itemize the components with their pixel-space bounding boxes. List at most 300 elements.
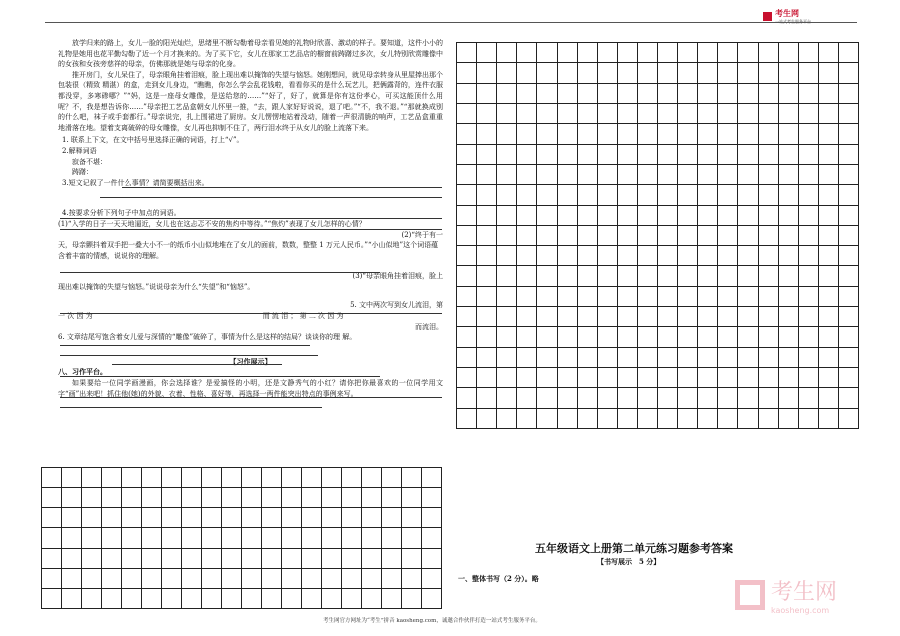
grid-cell[interactable] xyxy=(578,266,598,286)
grid-cell[interactable] xyxy=(102,508,122,528)
grid-cell[interactable] xyxy=(618,388,638,408)
writing-grid-left[interactable] xyxy=(41,467,442,609)
grid-cell[interactable] xyxy=(342,468,362,488)
grid-cell[interactable] xyxy=(142,468,162,488)
grid-cell[interactable] xyxy=(537,307,557,327)
grid-cell[interactable] xyxy=(62,528,82,548)
grid-cell[interactable] xyxy=(618,246,638,266)
grid-cell[interactable] xyxy=(142,589,162,609)
grid-cell[interactable] xyxy=(537,84,557,104)
grid-cell[interactable] xyxy=(578,246,598,266)
grid-cell[interactable] xyxy=(618,348,638,368)
grid-cell[interactable] xyxy=(422,589,442,609)
grid-cell[interactable] xyxy=(799,327,819,347)
grid-cell[interactable] xyxy=(759,287,779,307)
grid-cell[interactable] xyxy=(618,63,638,83)
grid-cell[interactable] xyxy=(457,43,477,63)
grid-cell[interactable] xyxy=(517,185,537,205)
grid-cell[interactable] xyxy=(578,409,598,429)
grid-cell[interactable] xyxy=(282,488,302,508)
grid-cell[interactable] xyxy=(457,246,477,266)
grid-cell[interactable] xyxy=(558,84,578,104)
grid-cell[interactable] xyxy=(698,226,718,246)
grid-cell[interactable] xyxy=(497,287,517,307)
grid-cell[interactable] xyxy=(517,287,537,307)
grid-cell[interactable] xyxy=(162,528,182,548)
grid-cell[interactable] xyxy=(142,549,162,569)
grid-cell[interactable] xyxy=(162,468,182,488)
grid-cell[interactable] xyxy=(638,43,658,63)
grid-cell[interactable] xyxy=(779,368,799,388)
grid-cell[interactable] xyxy=(698,287,718,307)
grid-cell[interactable] xyxy=(678,185,698,205)
grid-cell[interactable] xyxy=(477,266,497,286)
grid-cell[interactable] xyxy=(477,388,497,408)
grid-cell[interactable] xyxy=(102,569,122,589)
grid-cell[interactable] xyxy=(422,488,442,508)
grid-cell[interactable] xyxy=(362,569,382,589)
grid-cell[interactable] xyxy=(578,226,598,246)
grid-cell[interactable] xyxy=(638,409,658,429)
grid-cell[interactable] xyxy=(578,388,598,408)
grid-cell[interactable] xyxy=(558,145,578,165)
grid-cell[interactable] xyxy=(658,327,678,347)
grid-cell[interactable] xyxy=(638,266,658,286)
grid-cell[interactable] xyxy=(578,287,598,307)
grid-cell[interactable] xyxy=(839,388,859,408)
grid-cell[interactable] xyxy=(477,104,497,124)
grid-cell[interactable] xyxy=(457,327,477,347)
grid-cell[interactable] xyxy=(477,145,497,165)
grid-cell[interactable] xyxy=(819,348,839,368)
grid-cell[interactable] xyxy=(578,124,598,144)
grid-cell[interactable] xyxy=(718,165,738,185)
grid-cell[interactable] xyxy=(558,266,578,286)
grid-cell[interactable] xyxy=(537,226,557,246)
grid-cell[interactable] xyxy=(578,104,598,124)
grid-cell[interactable] xyxy=(477,63,497,83)
grid-cell[interactable] xyxy=(839,348,859,368)
grid-cell[interactable] xyxy=(598,266,618,286)
grid-cell[interactable] xyxy=(738,307,758,327)
grid-cell[interactable] xyxy=(62,488,82,508)
grid-cell[interactable] xyxy=(362,468,382,488)
grid-cell[interactable] xyxy=(658,206,678,226)
grid-cell[interactable] xyxy=(222,549,242,569)
grid-cell[interactable] xyxy=(779,348,799,368)
grid-cell[interactable] xyxy=(598,287,618,307)
grid-cell[interactable] xyxy=(638,226,658,246)
grid-cell[interactable] xyxy=(839,145,859,165)
answer-line-5-second[interactable] xyxy=(60,376,380,377)
grid-cell[interactable] xyxy=(658,266,678,286)
grid-cell[interactable] xyxy=(302,549,322,569)
grid-cell[interactable] xyxy=(678,226,698,246)
grid-cell[interactable] xyxy=(759,206,779,226)
grid-cell[interactable] xyxy=(457,185,477,205)
grid-cell[interactable] xyxy=(718,84,738,104)
grid-cell[interactable] xyxy=(598,206,618,226)
grid-cell[interactable] xyxy=(618,287,638,307)
grid-cell[interactable] xyxy=(759,43,779,63)
grid-cell[interactable] xyxy=(638,206,658,226)
grid-cell[interactable] xyxy=(182,508,202,528)
grid-cell[interactable] xyxy=(182,488,202,508)
grid-cell[interactable] xyxy=(457,266,477,286)
grid-cell[interactable] xyxy=(638,145,658,165)
answer-line-4-1[interactable] xyxy=(60,272,380,273)
grid-cell[interactable] xyxy=(342,569,362,589)
grid-cell[interactable] xyxy=(497,185,517,205)
grid-cell[interactable] xyxy=(42,468,62,488)
grid-cell[interactable] xyxy=(537,124,557,144)
grid-cell[interactable] xyxy=(718,368,738,388)
writing-grid-right[interactable] xyxy=(456,42,859,429)
grid-cell[interactable] xyxy=(658,409,678,429)
grid-cell[interactable] xyxy=(342,488,362,508)
grid-cell[interactable] xyxy=(382,589,402,609)
grid-cell[interactable] xyxy=(457,368,477,388)
grid-cell[interactable] xyxy=(598,43,618,63)
grid-cell[interactable] xyxy=(698,145,718,165)
grid-cell[interactable] xyxy=(282,569,302,589)
grid-cell[interactable] xyxy=(618,104,638,124)
grid-cell[interactable] xyxy=(578,63,598,83)
grid-cell[interactable] xyxy=(658,185,678,205)
grid-cell[interactable] xyxy=(497,226,517,246)
grid-cell[interactable] xyxy=(497,165,517,185)
grid-cell[interactable] xyxy=(362,589,382,609)
grid-cell[interactable] xyxy=(477,368,497,388)
grid-cell[interactable] xyxy=(537,104,557,124)
grid-cell[interactable] xyxy=(42,508,62,528)
grid-cell[interactable] xyxy=(779,226,799,246)
grid-cell[interactable] xyxy=(678,145,698,165)
grid-cell[interactable] xyxy=(578,185,598,205)
grid-cell[interactable] xyxy=(718,266,738,286)
grid-cell[interactable] xyxy=(517,165,537,185)
grid-cell[interactable] xyxy=(819,165,839,185)
grid-cell[interactable] xyxy=(282,549,302,569)
grid-cell[interactable] xyxy=(698,43,718,63)
grid-cell[interactable] xyxy=(182,589,202,609)
answer-line-6b[interactable] xyxy=(60,407,322,408)
grid-cell[interactable] xyxy=(578,84,598,104)
grid-cell[interactable] xyxy=(598,104,618,124)
grid-cell[interactable] xyxy=(759,104,779,124)
grid-cell[interactable] xyxy=(618,84,638,104)
grid-cell[interactable] xyxy=(82,589,102,609)
grid-cell[interactable] xyxy=(799,409,819,429)
grid-cell[interactable] xyxy=(402,468,422,488)
grid-cell[interactable] xyxy=(779,206,799,226)
grid-cell[interactable] xyxy=(598,368,618,388)
grid-cell[interactable] xyxy=(422,508,442,528)
grid-cell[interactable] xyxy=(598,307,618,327)
grid-cell[interactable] xyxy=(618,124,638,144)
grid-cell[interactable] xyxy=(558,368,578,388)
grid-cell[interactable] xyxy=(558,348,578,368)
grid-cell[interactable] xyxy=(578,368,598,388)
grid-cell[interactable] xyxy=(382,549,402,569)
grid-cell[interactable] xyxy=(738,104,758,124)
grid-cell[interactable] xyxy=(799,287,819,307)
grid-cell[interactable] xyxy=(799,104,819,124)
grid-cell[interactable] xyxy=(202,528,222,548)
grid-cell[interactable] xyxy=(638,348,658,368)
grid-cell[interactable] xyxy=(678,63,698,83)
grid-cell[interactable] xyxy=(202,488,222,508)
grid-cell[interactable] xyxy=(839,307,859,327)
grid-cell[interactable] xyxy=(497,246,517,266)
grid-cell[interactable] xyxy=(779,287,799,307)
grid-cell[interactable] xyxy=(517,104,537,124)
grid-cell[interactable] xyxy=(182,468,202,488)
grid-cell[interactable] xyxy=(362,508,382,528)
grid-cell[interactable] xyxy=(598,409,618,429)
grid-cell[interactable] xyxy=(457,84,477,104)
grid-cell[interactable] xyxy=(618,327,638,347)
grid-cell[interactable] xyxy=(618,368,638,388)
grid-cell[interactable] xyxy=(578,43,598,63)
grid-cell[interactable] xyxy=(839,246,859,266)
grid-cell[interactable] xyxy=(262,488,282,508)
grid-cell[interactable] xyxy=(598,388,618,408)
grid-cell[interactable] xyxy=(738,348,758,368)
grid-cell[interactable] xyxy=(382,468,402,488)
grid-cell[interactable] xyxy=(517,246,537,266)
grid-cell[interactable] xyxy=(242,468,262,488)
grid-cell[interactable] xyxy=(658,368,678,388)
grid-cell[interactable] xyxy=(142,528,162,548)
grid-cell[interactable] xyxy=(618,266,638,286)
grid-cell[interactable] xyxy=(779,185,799,205)
grid-cell[interactable] xyxy=(779,63,799,83)
grid-cell[interactable] xyxy=(162,569,182,589)
grid-cell[interactable] xyxy=(222,508,242,528)
grid-cell[interactable] xyxy=(759,185,779,205)
grid-cell[interactable] xyxy=(718,206,738,226)
grid-cell[interactable] xyxy=(517,266,537,286)
grid-cell[interactable] xyxy=(738,206,758,226)
grid-cell[interactable] xyxy=(658,348,678,368)
grid-cell[interactable] xyxy=(678,84,698,104)
grid-cell[interactable] xyxy=(558,307,578,327)
grid-cell[interactable] xyxy=(402,569,422,589)
grid-cell[interactable] xyxy=(759,124,779,144)
grid-cell[interactable] xyxy=(322,589,342,609)
grid-cell[interactable] xyxy=(558,165,578,185)
grid-cell[interactable] xyxy=(598,246,618,266)
grid-cell[interactable] xyxy=(839,226,859,246)
grid-cell[interactable] xyxy=(779,388,799,408)
grid-cell[interactable] xyxy=(302,528,322,548)
grid-cell[interactable] xyxy=(819,409,839,429)
grid-cell[interactable] xyxy=(457,63,477,83)
grid-cell[interactable] xyxy=(618,307,638,327)
grid-cell[interactable] xyxy=(558,388,578,408)
grid-cell[interactable] xyxy=(779,104,799,124)
grid-cell[interactable] xyxy=(618,43,638,63)
grid-cell[interactable] xyxy=(718,327,738,347)
grid-cell[interactable] xyxy=(759,226,779,246)
grid-cell[interactable] xyxy=(102,488,122,508)
grid-cell[interactable] xyxy=(799,206,819,226)
grid-cell[interactable] xyxy=(759,368,779,388)
grid-cell[interactable] xyxy=(342,508,362,528)
grid-cell[interactable] xyxy=(497,368,517,388)
grid-cell[interactable] xyxy=(819,84,839,104)
grid-cell[interactable] xyxy=(839,43,859,63)
grid-cell[interactable] xyxy=(62,508,82,528)
grid-cell[interactable] xyxy=(477,124,497,144)
answer-line-3b[interactable] xyxy=(60,229,442,230)
grid-cell[interactable] xyxy=(658,388,678,408)
grid-cell[interactable] xyxy=(698,63,718,83)
grid-cell[interactable] xyxy=(122,508,142,528)
grid-cell[interactable] xyxy=(799,246,819,266)
grid-cell[interactable] xyxy=(142,488,162,508)
grid-cell[interactable] xyxy=(282,468,302,488)
grid-cell[interactable] xyxy=(422,528,442,548)
grid-cell[interactable] xyxy=(457,104,477,124)
grid-cell[interactable] xyxy=(342,589,362,609)
grid-cell[interactable] xyxy=(759,246,779,266)
grid-cell[interactable] xyxy=(839,185,859,205)
grid-cell[interactable] xyxy=(718,145,738,165)
grid-cell[interactable] xyxy=(497,43,517,63)
grid-cell[interactable] xyxy=(658,63,678,83)
grid-cell[interactable] xyxy=(497,266,517,286)
grid-cell[interactable] xyxy=(382,528,402,548)
grid-cell[interactable] xyxy=(759,266,779,286)
grid-cell[interactable] xyxy=(537,348,557,368)
answer-line-4-3b[interactable] xyxy=(60,355,318,356)
grid-cell[interactable] xyxy=(799,348,819,368)
grid-cell[interactable] xyxy=(839,266,859,286)
grid-cell[interactable] xyxy=(477,348,497,368)
grid-cell[interactable] xyxy=(779,266,799,286)
grid-cell[interactable] xyxy=(759,409,779,429)
grid-cell[interactable] xyxy=(477,165,497,185)
grid-cell[interactable] xyxy=(819,388,839,408)
grid-cell[interactable] xyxy=(839,287,859,307)
grid-cell[interactable] xyxy=(402,528,422,548)
grid-cell[interactable] xyxy=(759,165,779,185)
grid-cell[interactable] xyxy=(558,327,578,347)
grid-cell[interactable] xyxy=(598,124,618,144)
grid-cell[interactable] xyxy=(262,528,282,548)
grid-cell[interactable] xyxy=(839,327,859,347)
grid-cell[interactable] xyxy=(738,287,758,307)
grid-cell[interactable] xyxy=(62,589,82,609)
grid-cell[interactable] xyxy=(799,307,819,327)
grid-cell[interactable] xyxy=(718,348,738,368)
grid-cell[interactable] xyxy=(578,307,598,327)
grid-cell[interactable] xyxy=(738,368,758,388)
grid-cell[interactable] xyxy=(658,43,678,63)
grid-cell[interactable] xyxy=(718,307,738,327)
grid-cell[interactable] xyxy=(658,226,678,246)
grid-cell[interactable] xyxy=(678,206,698,226)
answer-line-6a[interactable] xyxy=(60,397,442,398)
grid-cell[interactable] xyxy=(658,145,678,165)
grid-cell[interactable] xyxy=(598,145,618,165)
grid-cell[interactable] xyxy=(638,368,658,388)
grid-cell[interactable] xyxy=(422,549,442,569)
grid-cell[interactable] xyxy=(658,104,678,124)
grid-cell[interactable] xyxy=(497,124,517,144)
grid-cell[interactable] xyxy=(242,589,262,609)
grid-cell[interactable] xyxy=(819,185,839,205)
grid-cell[interactable] xyxy=(242,528,262,548)
grid-cell[interactable] xyxy=(382,569,402,589)
grid-cell[interactable] xyxy=(618,226,638,246)
grid-cell[interactable] xyxy=(537,409,557,429)
grid-cell[interactable] xyxy=(517,84,537,104)
grid-cell[interactable] xyxy=(638,327,658,347)
grid-cell[interactable] xyxy=(457,307,477,327)
grid-cell[interactable] xyxy=(362,549,382,569)
grid-cell[interactable] xyxy=(302,589,322,609)
grid-cell[interactable] xyxy=(497,307,517,327)
grid-cell[interactable] xyxy=(759,63,779,83)
grid-cell[interactable] xyxy=(517,368,537,388)
grid-cell[interactable] xyxy=(457,348,477,368)
grid-cell[interactable] xyxy=(578,327,598,347)
grid-cell[interactable] xyxy=(457,145,477,165)
grid-cell[interactable] xyxy=(799,226,819,246)
grid-cell[interactable] xyxy=(598,185,618,205)
answer-line-2b[interactable] xyxy=(100,197,442,198)
grid-cell[interactable] xyxy=(322,468,342,488)
grid-cell[interactable] xyxy=(517,63,537,83)
grid-cell[interactable] xyxy=(658,165,678,185)
grid-cell[interactable] xyxy=(537,246,557,266)
answer-line-4-3[interactable] xyxy=(60,345,310,346)
grid-cell[interactable] xyxy=(558,43,578,63)
grid-cell[interactable] xyxy=(819,226,839,246)
grid-cell[interactable] xyxy=(698,165,718,185)
grid-cell[interactable] xyxy=(799,165,819,185)
grid-cell[interactable] xyxy=(42,549,62,569)
grid-cell[interactable] xyxy=(537,266,557,286)
grid-cell[interactable] xyxy=(322,488,342,508)
grid-cell[interactable] xyxy=(497,327,517,347)
grid-cell[interactable] xyxy=(162,508,182,528)
grid-cell[interactable] xyxy=(362,488,382,508)
grid-cell[interactable] xyxy=(322,549,342,569)
grid-cell[interactable] xyxy=(102,589,122,609)
grid-cell[interactable] xyxy=(698,206,718,226)
grid-cell[interactable] xyxy=(799,145,819,165)
grid-cell[interactable] xyxy=(382,488,402,508)
grid-cell[interactable] xyxy=(242,549,262,569)
grid-cell[interactable] xyxy=(342,528,362,548)
grid-cell[interactable] xyxy=(759,145,779,165)
grid-cell[interactable] xyxy=(42,488,62,508)
grid-cell[interactable] xyxy=(738,185,758,205)
grid-cell[interactable] xyxy=(182,528,202,548)
grid-cell[interactable] xyxy=(402,508,422,528)
grid-cell[interactable] xyxy=(779,124,799,144)
grid-cell[interactable] xyxy=(578,165,598,185)
grid-cell[interactable] xyxy=(517,43,537,63)
grid-cell[interactable] xyxy=(698,388,718,408)
grid-cell[interactable] xyxy=(242,508,262,528)
grid-cell[interactable] xyxy=(819,246,839,266)
grid-cell[interactable] xyxy=(779,145,799,165)
